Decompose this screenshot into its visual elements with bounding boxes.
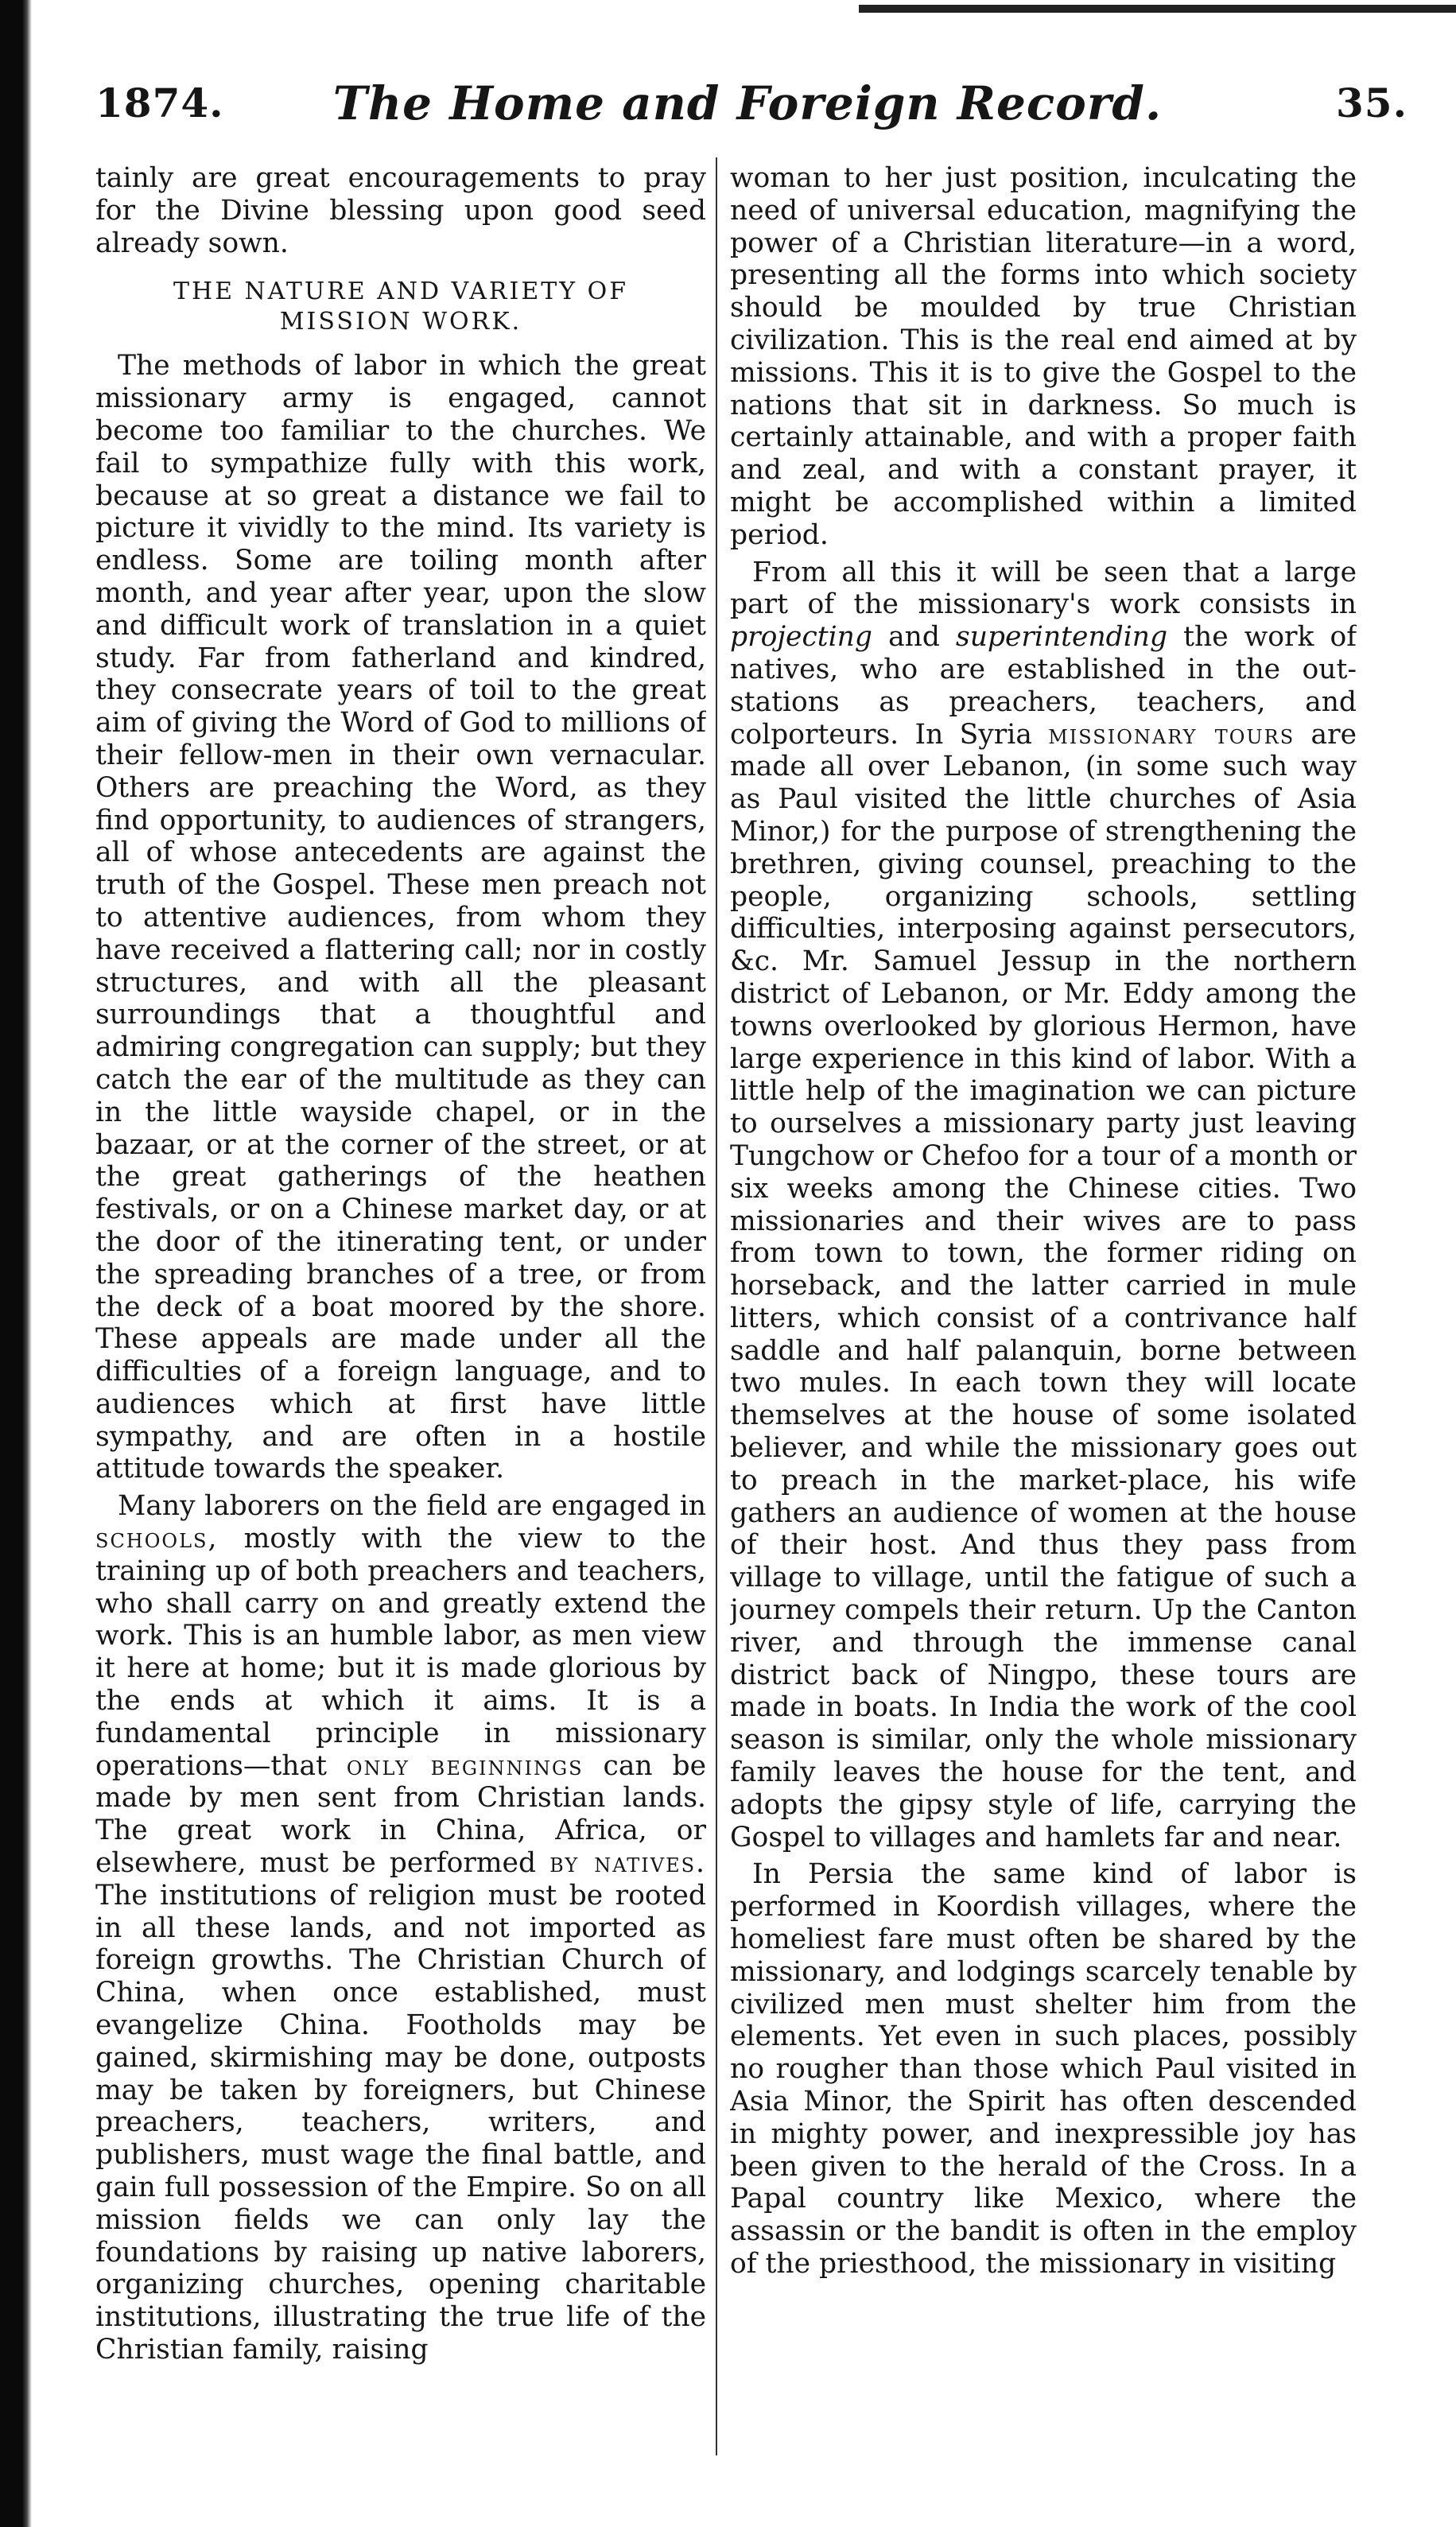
- page-binding-edge: [0, 0, 32, 2527]
- top-rule: [859, 5, 1456, 13]
- header-year: 1874.: [95, 80, 224, 126]
- small-caps-run: only beginnings: [346, 1749, 584, 1782]
- paragraph-methods: The methods of labor in which the great missionary army is engaged, cannot become too familiar to the churches. We fail to sympathize fully with this work, because at so great a distance we fail to picture it vividly to the mind. Its variety is endless. Some are toiling month after month, and year after year, upon the slow and difficult work of translation in a quiet study. Far from fatherland and kindred, they consecrate years of toil to the great aim of giving the Word of God to millions of their fellow-men in their own vernacular. Others are preaching the Word, as they find opportunity, to audiences of strangers, all of whose antecedents are against the truth of the Gospel. These men preach not to attentive audiences, from whom they have received a flattering call; nor in costly structures, and with all the pleasant surroundings that a thoughtful and admiring congregation can supply; but they catch the ear of the multitude as they can in the little wayside chapel, or in the bazaar, or at the corner of the street, or at the great gatherings of the heathen festivals, or on a Chinese market day, or at the door of the itinerating tent, or under the spreading branches of a tree, or from the deck of a boat moored by the shore. These appeals are made under all the difficulties of a foreign language, and to audiences which at first have little sympathy, and are often in a hostile attitude towards the speaker.: [95, 350, 706, 1485]
- text-run: The institutions of religion must be rooted in all these lands, and not imported as foreign growths. The Christian Church of China, when once established, must evangelize China. Footholds may be gained, skirmishing may be done, outposts may be taken by foreigners, but Chinese preachers, teachers, writers, and publishers, must wage the final battle, and gain full possession of the Empire. So on all mission fields we can only lay the foundations by raising up native laborers, organizing churches, opening charitable institutions, illustrating the true life of the Christian family, raising: [95, 1879, 706, 2366]
- page-number: 35.: [1336, 80, 1407, 126]
- paragraph-schools: [95, 1490, 706, 2366]
- small-caps-run: schools,: [95, 1523, 219, 1555]
- continued-paragraph: tainly are great encouragements to pray for the Divine blessing upon good seed already sown.: [95, 162, 706, 259]
- column-divider: [716, 157, 717, 2455]
- running-header: [87, 76, 1407, 132]
- text-run: can be made by men sent from Christian lands. The great work in China, Africa, or elsewhere, must be performed: [95, 1749, 706, 1880]
- section-heading: THE NATURE AND VARIETY OF MISSION WORK.: [173, 278, 629, 336]
- text-run: mostly with the view to the training up of both preachers and teachers, who shall carry on and greatly extend the work. This is an humble labor, as men view it here at home; but it is made glorious by the ends at which it aims. It is a fundamental principle in missionary operations—that: [95, 1523, 706, 1782]
- italic-run: projecting: [730, 621, 872, 654]
- journal-title: The Home and Foreign Record.: [332, 76, 1163, 130]
- italic-run: superintending: [956, 621, 1168, 654]
- paragraph-persia: In Persia the same kind of labor is performed in Koordish villages, where the homeliest fare must often be shared by the missionary, and lodgings scarcely tenable by civilized men must shelter him from the elements. Yet even in such places, possibly no rougher than those which Paul visited in Asia Minor, the Spirit has often descended in mighty power, and inexpressible joy has been given to the herald of the Cross. In a Papal country like Mexico, where the assassin or the bandit is often in the employ of the priesthood, the missionary in visiting: [730, 1858, 1357, 2280]
- text-run: are made all over Lebanon, (in some such way as Paul visited the little churches of Asia Minor,) for the purpose of strengthening the brethren, giving counsel, preaching to the people, organizing schools, settling difficulties, interposing against persecutors, &c. Mr. Samuel Jessup in the northern district of Lebanon, or Mr. Eddy among the towns overlooked by glorious Hermon, have large experience in this kind of labor. With a little help of the imagination we can picture to ourselves a missionary party just leaving Tungchow or Chefoo for a tour of a month or six weeks among the Chinese cities. Two missionaries and their wives are to pass from town to town, the former riding on horseback, and the latter carried in mule litters, which consist of a contrivance half saddle and half palanquin, borne between two mules. In each town they will locate themselves at the house of some isolated believer, and while the missionary goes out to preach in the market-place, his wife gathers an audience of women at the house of their host. And thus they pass from village to village, until the fatigue of such a journey compels their return. Up the Canton river, and through the immense canal district back of Ningpo, these tours are made in boats. In India the work of the cool season is similar, only the whole missionary family leaves the house for the tent, and adopts the gipsy style of life, carrying the Gospel to villages and hamlets far and near.: [730, 718, 1357, 1854]
- right-column: [730, 162, 1357, 2484]
- left-column: [95, 162, 706, 2484]
- paragraph-tours: [730, 557, 1357, 1854]
- small-caps-run: by natives.: [549, 1847, 706, 1880]
- text-run: Many laborers on the field are engaged in: [118, 1490, 706, 1523]
- text-run: and: [888, 621, 940, 654]
- text-run: From all this it will be seen that a large part of the missionary's work consists in: [730, 556, 1357, 621]
- text-run: the work of natives, who are established in the out-stations as preachers, teachers, and colporteurs. In Syria: [730, 621, 1357, 751]
- small-caps-run: missionary tours: [1048, 718, 1295, 751]
- continued-paragraph: woman to her just position, inculcating the need of universal education, magnifying the power of a Christian literature—in a word, presenting all the forms into which society should be moulded by true Christian civilization. This is the real end aimed at by missions. This it is to give the Gospel to the nations that sit in darkness. So much is certainly attainable, and with a proper faith and zeal, and with a constant prayer, it might be accomplished within a limited period.: [730, 162, 1357, 551]
